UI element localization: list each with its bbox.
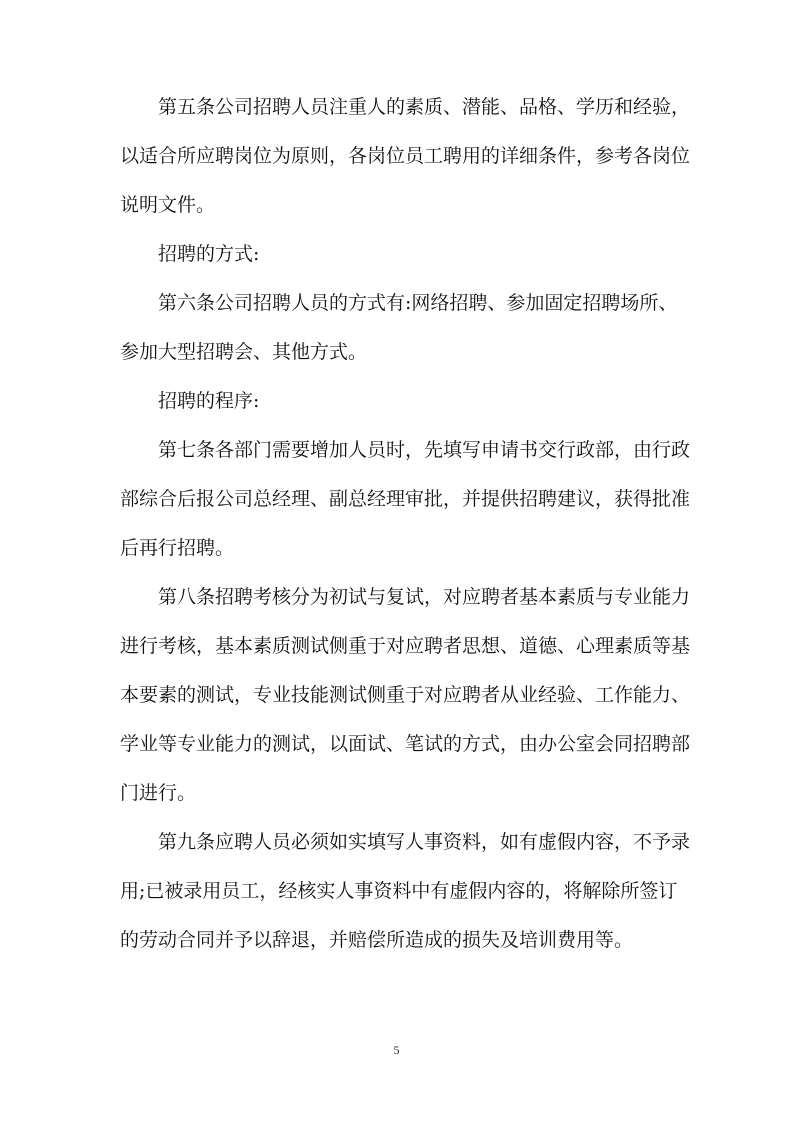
- text-line: 第九条应聘人员必须如实填写人事资料，如有虚假内容，不予录: [158, 831, 691, 853]
- text-line: 学业等专业能力的测试，以面试、笔试的方式，由办公室会同招聘部: [120, 733, 691, 755]
- text-line: 的劳动合同并予以辞退，并赔偿所造成的损失及培训费用等。: [120, 929, 634, 951]
- text-line: 参加大型招聘会、其他方式。: [120, 341, 368, 363]
- text-line: 门进行。: [120, 782, 197, 804]
- text-line: 用;已被录用员工，经核实人事资料中有虚假内容的，将解除所签订: [120, 880, 678, 902]
- section-heading: 招聘的程序:: [158, 390, 260, 412]
- text-line: 第八条招聘考核分为初试与复试，对应聘者基本素质与专业能力: [158, 586, 691, 608]
- text-line: 第六条公司招聘人员的方式有:网络招聘、参加固定招聘场所、: [158, 292, 678, 314]
- text-line: 本要素的测试，专业技能测试侧重于对应聘者从业经验、工作能力、: [120, 684, 691, 706]
- text-line: 进行考核，基本素质测试侧重于对应聘者思想、道德、心理素质等基: [120, 635, 691, 657]
- text-line: 部综合后报公司总经理、副总经理审批，并提供招聘建议，获得批准: [120, 488, 691, 510]
- text-line: 第五条公司招聘人员注重人的素质、潜能、品格、学历和经验，: [158, 96, 691, 118]
- text-line: 以适合所应聘岗位为原则，各岗位员工聘用的详细条件，参考各岗位: [120, 145, 691, 167]
- section-heading: 招聘的方式:: [158, 243, 260, 265]
- text-line: 后再行招聘。: [120, 537, 235, 559]
- page-number: 5: [393, 1043, 400, 1057]
- text-line: 第七条各部门需要增加人员时，先填写申请书交行政部，由行政: [158, 439, 691, 461]
- text-line: 说明文件。: [120, 194, 216, 216]
